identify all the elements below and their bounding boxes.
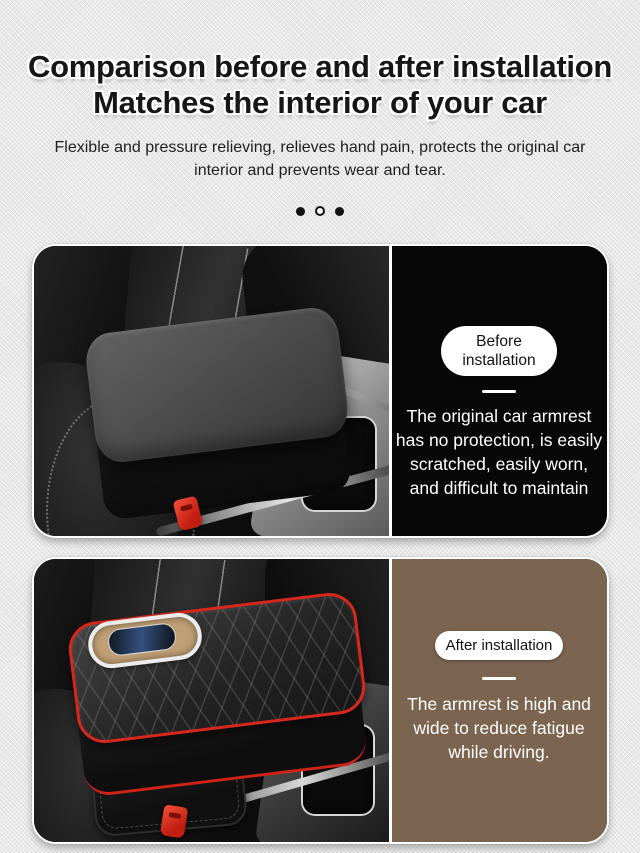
carousel-dots (0, 206, 640, 216)
after-caption (389, 559, 607, 842)
title-line-1: Comparison before and after installation (28, 49, 612, 84)
after-badge: After installation (435, 631, 564, 660)
seatbelt-buckle (159, 804, 188, 838)
divider-dash (482, 390, 516, 393)
before-photo (34, 246, 389, 536)
carousel-dot-hollow (315, 206, 325, 216)
title-line-2: Matches the interior of your car (93, 85, 547, 120)
before-caption (389, 246, 607, 536)
after-description: The armrest is high and wide to reduce fatigue while driving. (407, 694, 591, 762)
before-description: The original car armrest has no protection, is easily scratched, easily worn, and difficult to maintain (395, 406, 603, 498)
after-panel (32, 557, 609, 844)
carousel-dot-filled-1 (296, 207, 305, 216)
header (0, 0, 640, 216)
subtitle: Flexible and pressure relieving, relieves hand pain, protects the original car interior and prevents wear and tear. (54, 139, 586, 179)
before-badge: Before installation (441, 326, 557, 376)
divider-dash (482, 677, 516, 680)
carousel-dot-filled-2 (335, 207, 344, 216)
before-panel (32, 244, 609, 538)
after-photo (34, 559, 389, 842)
